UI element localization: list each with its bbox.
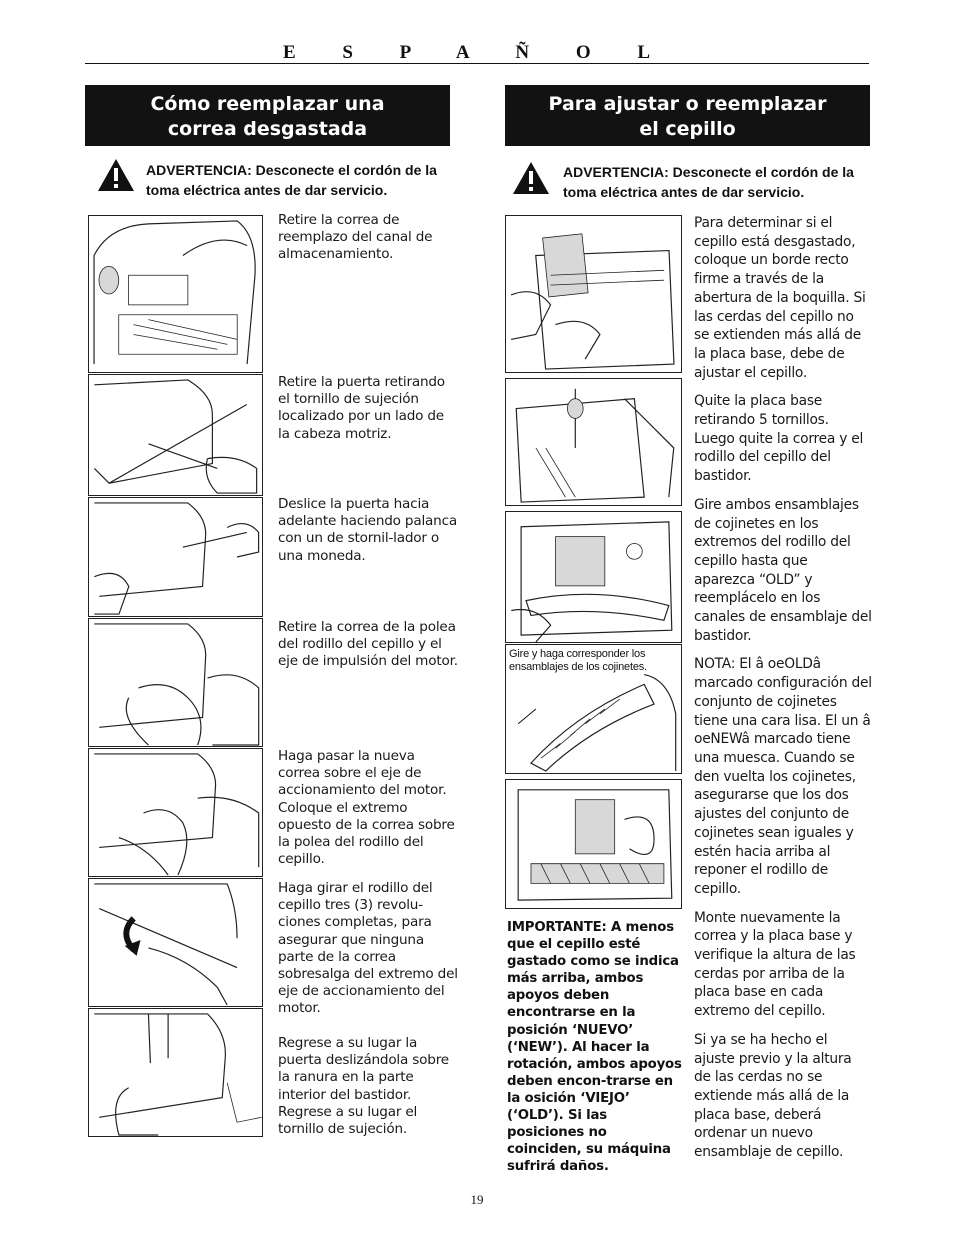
figure-remove-door bbox=[88, 374, 263, 496]
warning-triangle-icon bbox=[512, 161, 550, 195]
left-title-line1: Cómo reemplazar una bbox=[150, 92, 385, 115]
figure-rotate-brush bbox=[88, 878, 263, 1007]
left-warning: ADVERTENCIA: Desconecte el cordón de la toma eléctrica antes de dar servicio. bbox=[146, 162, 437, 198]
step-2-text: Retire la puerta retirando el tornillo de sujeción localizado por un lado de la cabeza motriz. bbox=[278, 374, 445, 442]
figure-remove-baseplate bbox=[505, 378, 682, 506]
right-title-line2: el cepillo bbox=[639, 117, 736, 140]
step-4-text: Retire la correa de la polea del rodillo del cepillo y el eje de impulsión del motor. bbox=[278, 619, 458, 670]
right-paragraph: Para determinar si el cepillo está desgastado, coloque un borde recto firme a través de la abertura de la boquilla. Si las cerdas del cepillo no se extienden más allá de la placa base, debe de ajustar el cepillo. bbox=[694, 215, 866, 381]
right-title-line1: Para ajustar o reemplazar bbox=[548, 92, 827, 115]
figure-storage-belt bbox=[88, 215, 263, 373]
bearing-caption: Gire y haga corresponder los ensamblajes de los cojinetes. bbox=[509, 648, 647, 673]
figure-reassembled-brush bbox=[505, 779, 682, 909]
step-6-text: Haga girar el rodillo del cepillo tres (3) revolu-ciones completas, para asegurar que ninguna parte de la correa sobresalga del extremo del eje de accionamiento del motor. bbox=[278, 880, 458, 1017]
important-note: IMPORTANTE: A menos que el cepillo esté gastado como se indica más arriba, ambos apoyos deben encontrarse en la posición ‘NUEVO’ (‘NEW’). Al hacer la rotación, ambos apoyos deben encon-trarse en la osición ‘VIEJO’ (‘OLD’). Si las posiciones no coinciden, su máquina sufrirá daños. bbox=[507, 920, 682, 1175]
right-paragraph: NOTA: El â oeOLDâ marcado configuración del conjunto de cojinetes tiene una cara lisa. El un â oeNEWâ marcado tiene una muesca. Cuando se den vuelta los cojinetes, asegurarse que los dos ajustes del conjunto de cojinetes sean iguales y estén hacia arriba al reponer el rodillo de cepillo. bbox=[694, 656, 872, 897]
right-paragraph: Monte nuevamente la correa y la placa base y verifique la altura de las cerdas por arriba de la placa base en cada extremo del cepillo. bbox=[694, 909, 856, 1020]
step-1-text: Retire la correa de reemplazo del canal de almacenamiento. bbox=[278, 212, 433, 263]
right-paragraph: Si ya se ha hecho el ajuste previo y la altura de las cerdas no se extiende más allá de la placa base, deberá ordenar un nuevo ensamblaje de cepillo. bbox=[694, 1031, 852, 1161]
figure-slide-door bbox=[88, 497, 263, 617]
left-section-title bbox=[85, 85, 450, 146]
right-instructions bbox=[694, 214, 872, 1172]
step-7-text: Regrese a su lugar la puerta deslizándola sobre la ranura en la parte interior del bastidor. Regrese a su lugar el tornillo de sujeción. bbox=[278, 1035, 449, 1138]
right-paragraph: Gire ambos ensamblajes de cojinetes en los extremos del rodillo del cepillo hasta que aparezca “OLD” y reemplácelo en los canales de ensamblaje del bastidor. bbox=[694, 496, 872, 644]
figure-install-belt bbox=[88, 748, 263, 877]
language-heading: E S P A Ñ O L bbox=[282, 42, 672, 63]
figure-straight-edge bbox=[505, 215, 682, 373]
step-3-text: Deslice la puerta hacia adelante haciendo palanca con un de stornil-lador o una moneda. bbox=[278, 496, 457, 564]
left-title-line2: correa desgastada bbox=[167, 117, 368, 140]
figure-remove-belt bbox=[88, 618, 263, 747]
page-number: 19 bbox=[470, 1192, 484, 1207]
right-warning: ADVERTENCIA: Desconecte el cordón de la toma eléctrica antes de dar servicio. bbox=[563, 164, 854, 200]
right-paragraph: Quite la placa base retirando 5 tornillos. Luego quite la correa y el rodillo del cepillo del bastidor. bbox=[694, 393, 864, 485]
figure-replace-door bbox=[88, 1008, 263, 1137]
right-section-title bbox=[505, 85, 870, 146]
header-rule bbox=[85, 63, 869, 64]
figure-brush-removal bbox=[505, 511, 682, 643]
step-5-text: Haga pasar la nueva correa sobre el eje de accionamiento del motor. Coloque el extremo opuesto de la correa sobre la polea del rodillo del cepillo. bbox=[278, 748, 455, 868]
warning-triangle-icon bbox=[97, 158, 135, 192]
